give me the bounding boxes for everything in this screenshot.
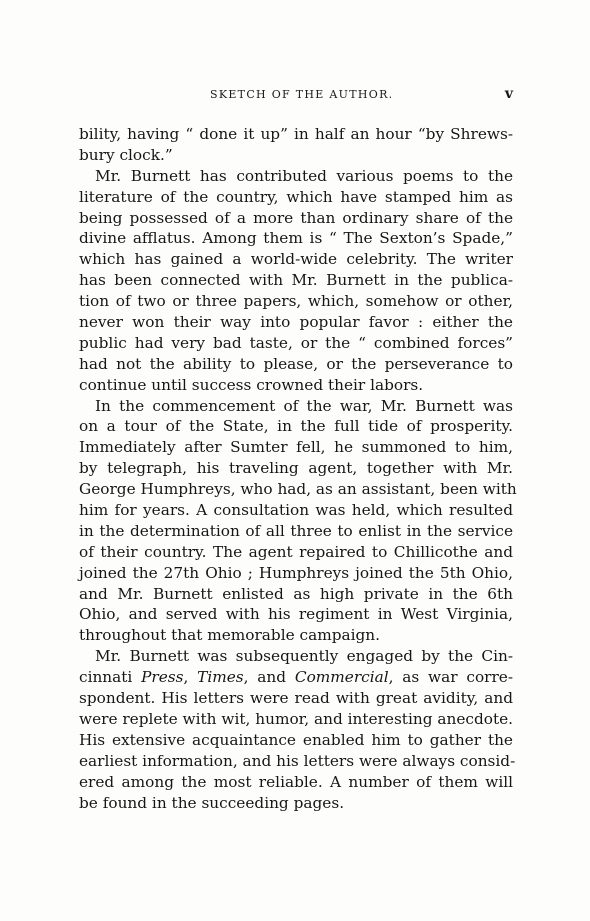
text-line: tion of two or three papers, which, somehow or other, xyxy=(79,292,513,311)
text-line: Ohio, and served with his regiment in West Virginia, xyxy=(79,605,513,624)
text-line: being possessed of a more than ordinary share of the xyxy=(79,208,513,227)
running-title: SKETCH OF THE AUTHOR. xyxy=(210,88,394,101)
text-line: him for years. A consultation was held, which resulted xyxy=(79,501,513,520)
text-line: which has gained a world-wide celebrity. The writer xyxy=(79,250,513,269)
text-line: bility, having “ done it up” in half an hour “by Shrews- xyxy=(79,125,513,143)
text-line: Mr. Burnett has contributed various poems to the xyxy=(95,166,513,185)
text-line: His extensive acquaintance enabled him to gather the xyxy=(79,730,513,749)
text-line: joined the 27th Ohio ; Humphreys joined the 5th Ohio, xyxy=(79,563,513,582)
text-line: never won their way into popular favor : either the xyxy=(79,313,513,332)
text-line: on a tour of the State, in the full tide of prosperity. xyxy=(79,417,513,436)
text-line: has been connected with Mr. Burnett in the publica- xyxy=(79,271,513,290)
text-line: earliest information, and his letters were always consid- xyxy=(79,751,516,770)
text-line: and Mr. Burnett enlisted as high private in the 6th xyxy=(79,584,513,603)
text-line: spondent. His letters were read with great avidity, and xyxy=(79,689,513,708)
text-line: of their country. The agent repaired to Chillicothe and xyxy=(79,542,513,561)
text-line: in the determination of all three to enlist in the service xyxy=(79,521,513,540)
text-line: continue until success crowned their labors. xyxy=(79,375,424,394)
text-line: bury clock.” xyxy=(79,145,173,164)
text-line: throughout that memorable campaign. xyxy=(79,626,381,645)
text-line: public had very bad taste, or the “ combined forces” xyxy=(79,333,513,352)
text-line: divine afflatus. Among them is “ The Sexton’s Spade,” xyxy=(79,229,513,248)
text-line: Immediately after Sumter fell, he summoned to him, xyxy=(79,438,513,457)
text-line: by telegraph, his traveling agent, together with Mr. xyxy=(79,459,513,478)
running-head xyxy=(80,88,513,108)
text-line: George Humphreys, who had, as an assistant, been with xyxy=(79,480,517,499)
body-text xyxy=(79,124,517,813)
text-line: Mr. Burnett was subsequently engaged by the Cin- xyxy=(95,647,513,666)
text-line: cinnati Press, Times, and Commercial, as war corre- xyxy=(79,668,513,687)
text-line: ered among the most reliable. A number of them will xyxy=(79,772,513,791)
text-line: were replete with wit, humor, and interesting anecdote. xyxy=(79,709,514,728)
text-line: had not the ability to please, or the perseverance to xyxy=(79,354,513,373)
page-number: v xyxy=(504,86,513,102)
text-line: literature of the country, which have stamped him as xyxy=(79,187,513,206)
text-line: be found in the succeeding pages. xyxy=(79,793,345,812)
text-line: In the commencement of the war, Mr. Burnett was xyxy=(95,396,513,415)
